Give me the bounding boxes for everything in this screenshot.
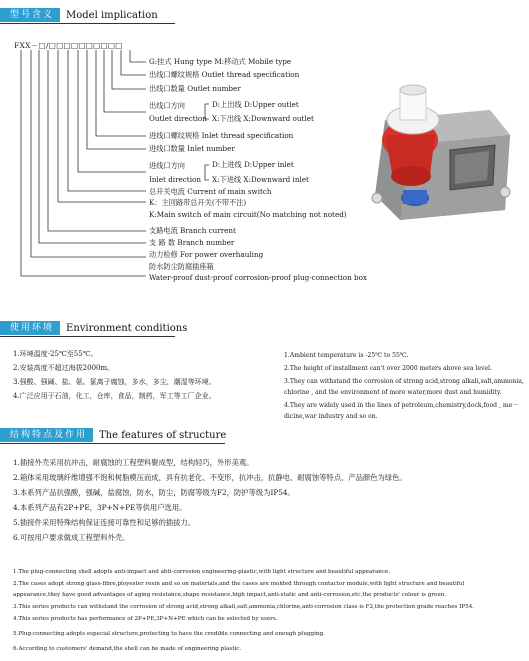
outlet-downward: X:下出线 X:Downward outlet <box>212 114 314 123</box>
model-code-suffix: □/□□□□□□□□□□ <box>38 41 123 50</box>
list-item: 3.They can withstand the corrosion of strong acid,strong alkali,salt,ammonia, <box>284 378 524 385</box>
list-item: 2.The cases adopt strong glass-fibre,ployester resin and so on materials,and the cases are molded through contactor module,with light structure and beautiful <box>13 581 465 587</box>
features-section-tag: 结构特点及作用 <box>0 428 93 442</box>
features-section-title: The features of structure <box>99 429 227 441</box>
list-item: appearance,they have good advantages of aging resistance,shape resistance,high impact,anti-static and anti-corrosion,etc,the products' colour is green. <box>13 592 447 598</box>
outlet-number: 出线口数量 Outlet number <box>149 84 241 93</box>
list-item: 3.本系列产品抗强酸，强碱，盐腐蚀，防水，防尘，防腐等级为F2，防护等级为IP54。 <box>13 488 295 497</box>
inlet-number: 进线口数量 Inlet number <box>149 144 235 153</box>
list-item: 1.Ambient temperature is -25℃ to 55℃. <box>284 352 409 359</box>
list-item: 4.This series products has performance of 2P+PE,3P+N+PE which can be selected by users. <box>13 616 278 622</box>
inlet-upper: D:上进线 D:Upper inlet <box>212 160 294 169</box>
box-name-cn: 防水防尘防腐插座箱 <box>149 262 214 271</box>
model-code-prefix: FXX－ <box>14 41 39 50</box>
list-item: 6.According to customers' demand,the shell can be made of engineering plastic. <box>13 646 242 652</box>
mounting-type: G:挂式 Hung type M:移动式 Mobile type <box>149 57 292 66</box>
list-item: 1.The plug-connecting shell adopts anti-impact and abti-corrosion engineering-plastic,with light structure and beautiful appearance. <box>13 569 391 575</box>
outlet-direction-en: Outlet direction <box>149 114 207 123</box>
main-switch-current: 总开关电流 Current of main switch <box>149 187 272 196</box>
list-item: 3.This series products can withstand the corrosion of strong acid,strong alkali,salt,ammonia,chlorine,anti-corrosion class is F2,the protection grade reaches IP54. <box>13 604 475 610</box>
features-section-header <box>0 428 226 442</box>
divider <box>0 336 175 337</box>
outlet-direction-cn: 出线口方向 <box>149 101 185 110</box>
branch-current: 支路电流 Branch current <box>149 226 236 235</box>
power-overhauling: 动力检修 For power overhauling <box>149 250 264 259</box>
inlet-direction-cn: 进线口方向 <box>149 161 185 170</box>
inlet-downward: X:下进线 X:Downward inlet <box>212 175 309 184</box>
list-item: 2.The height of installment can't over 2000 meters above sea level. <box>284 365 493 372</box>
list-item: 3.强酸、强碱、盐、氨、氯离子腐蚀，多水，多尘，潮湿等环境。 <box>13 378 216 386</box>
list-item: 2.箱体采用玻璃纤维增强不饱和树脂模压而成，具有抗老化、不变形，抗冲击，抗静电、耐腐蚀等特点，产品颜色为绿色。 <box>13 473 407 482</box>
list-item: dicine,war industry and so on. <box>284 413 378 420</box>
main-switch-en: K:Main switch of main circuit(No matching not noted) <box>149 210 347 219</box>
main-switch-cn: K：主回路带总开关(不带不注) <box>149 198 247 207</box>
list-item: 2.安装高度不超过海拔2000m。 <box>13 364 115 372</box>
model-section-title: Model implication <box>66 9 158 21</box>
list-item: 5.插接件采用特殊结构保证连接可靠性和足够的插拔力。 <box>13 518 196 527</box>
list-item: 1.插接外壳采用抗冲击，耐腐蚀的工程塑料聚成型，结构轻巧，外形美观。 <box>13 458 254 467</box>
environment-section-header <box>0 321 187 335</box>
product-image <box>355 80 515 230</box>
list-item: 6.可按用户要求做成工程塑料外壳。 <box>13 533 130 542</box>
environment-section-tag: 使用环境 <box>0 321 60 335</box>
list-item: chlorine , and the environment of more water,more dust and humidity. <box>284 389 502 396</box>
list-item: 4.本系列产品有2P+PE，3P+N+PE等供用户选用。 <box>13 503 187 512</box>
branch-number: 支 路 数 Branch number <box>149 238 235 247</box>
list-item: 5.Plug-connecting adopts especial structure,protecting to have the credible connecting and enough plugging. <box>13 631 325 637</box>
model-section-tag: 型号含义 <box>0 8 60 22</box>
list-item: 4.They are widely used in the lines of petroleum,chemistry,dock,food , me－ <box>284 402 519 409</box>
inlet-direction-en: Inlet direction <box>149 175 201 184</box>
box-name-en: Water-proof dust-proof corrosion-proof plug-connection box <box>149 273 367 282</box>
divider <box>0 443 225 444</box>
inlet-thread: 进线口螺纹规格 Inlet thread specification <box>149 131 294 140</box>
list-item: 4.广泛应用于石油，化工，仓库，食品，制药，军工等工厂企业。 <box>13 392 216 400</box>
outlet-thread: 出线口螺纹规格 Outlet thread specification <box>149 70 300 79</box>
outlet-upper: D:上出线 D:Upper outlet <box>212 100 299 109</box>
list-item: 1.环境温度-25℃至55℃。 <box>13 350 98 358</box>
environment-section-title: Environment conditions <box>66 322 188 334</box>
